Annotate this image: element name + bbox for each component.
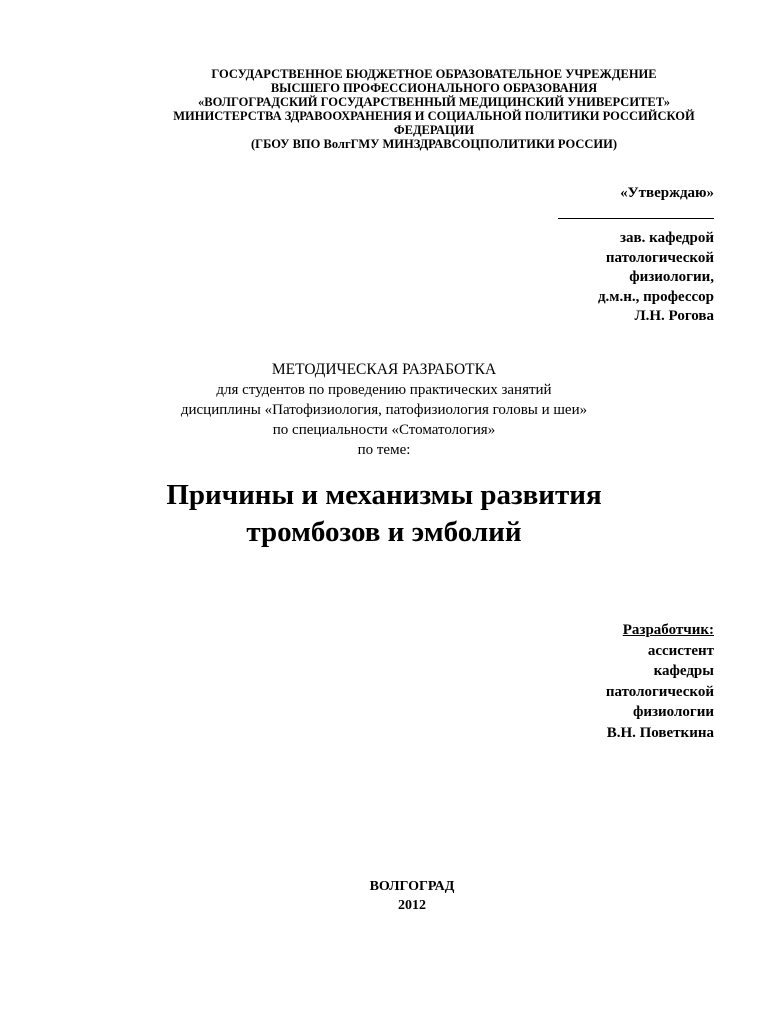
topic-title-line: тромбозов и эмболий (246, 516, 522, 548)
header-line: МИНИСТЕРСТВА ЗДРАВООХРАНЕНИЯ И СОЦИАЛЬНОЙ ПОЛИТИКИ РОССИЙСКОЙ (173, 109, 695, 123)
method-line: для студентов по проведению практических занятий (216, 382, 552, 398)
footer-city: ВОЛГОГРАД (369, 879, 455, 894)
topic-title-line: Причины и механизмы развития (166, 479, 602, 511)
method-line: дисциплины «Патофизиология, патофизиология головы и шеи» (180, 402, 588, 418)
header-line: ВЫСШЕГО ПРОФЕССИОНАЛЬНОГО ОБРАЗОВАНИЯ (270, 81, 598, 95)
header-line: ФЕДЕРАЦИИ (393, 123, 475, 137)
approval-heading: «Утверждаю» (620, 185, 714, 201)
footer-year: 2012 (398, 898, 426, 913)
institution-header (160, 67, 708, 151)
method-line: по теме: (357, 442, 411, 458)
approval-line: Л.Н. Рогова (634, 308, 714, 324)
header-line: (ГБОУ ВПО ВолгГМУ МИНЗДРАВСОЦПОЛИТИКИ РОССИИ) (250, 137, 617, 151)
developer-heading: Разработчик: (622, 622, 714, 638)
developer-block (494, 620, 714, 743)
footer-block (284, 877, 540, 915)
approval-line: патологической (605, 249, 714, 266)
method-line: по специальности «Стоматология» (272, 422, 496, 438)
approval-line: д.м.н., профессор (597, 288, 714, 305)
method-title: МЕТОДИЧЕСКАЯ РАЗРАБОТКА (271, 361, 497, 378)
header-line: ГОСУДАРСТВЕННОЕ БЮДЖЕТНОЕ ОБРАЗОВАТЕЛЬНОЕ УЧРЕЖДЕНИЕ (211, 67, 657, 81)
header-line: «ВОЛГОГРАДСКИЙ ГОСУДАРСТВЕННЫЙ МЕДИЦИНСКИЙ УНИВЕРСИТЕТ» (197, 95, 670, 109)
developer-line: В.Н. Поветкина (606, 724, 714, 741)
developer-line: патологической (605, 683, 714, 700)
approval-line: зав. кафедрой (620, 230, 714, 246)
developer-line: ассистент (647, 642, 714, 659)
developer-line: физиологии (632, 704, 714, 720)
signature-line (558, 204, 714, 219)
topic-title (100, 477, 668, 551)
approval-block (494, 184, 714, 327)
approval-line: физиологии, (629, 269, 714, 285)
method-description (100, 360, 668, 460)
developer-line: кафедры (653, 663, 714, 679)
